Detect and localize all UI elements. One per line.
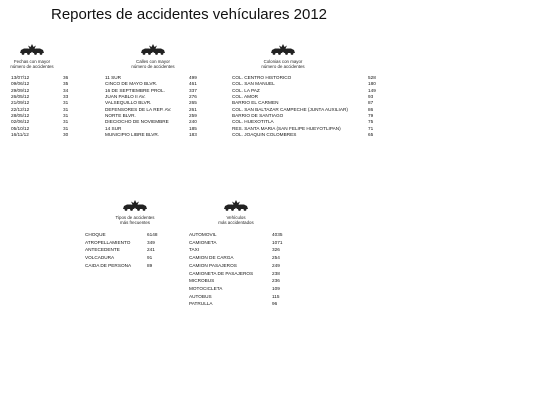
fechas-header-line1: Fechas con mayor: [13, 59, 51, 64]
calles-count: 276: [189, 94, 197, 100]
vehiculos-label: TAXI: [189, 247, 200, 253]
colonias-count: 65: [368, 132, 374, 138]
colonias-label: COL. LA PAZ: [232, 87, 260, 93]
colonias-label: RES. SANTA MARIA (SAN FELIPE HUEYOTLIPAN): [232, 125, 341, 131]
tipos-label: CHOQUE: [85, 232, 106, 237]
calles-label: DIECIOCHO DE NOVIEMBRE: [105, 119, 169, 125]
tipos-count: 241: [147, 247, 155, 253]
tipos-label: VOLCADURA: [85, 255, 115, 261]
vehiculos-count: 254: [272, 255, 280, 261]
vehiculos-count: 115: [272, 293, 280, 299]
calles-count: 461: [189, 81, 197, 87]
fechas-label: 16/11/12: [11, 132, 29, 138]
fechas-label: 05/10/12: [11, 125, 30, 131]
colonias-label: BARRIO DE SANTIAGO: [232, 113, 284, 119]
tipos-header-line2: más frecuentes: [119, 220, 151, 226]
vehiculos-label: CAMION DE CARGA: [189, 255, 234, 261]
calles-label: VALSEQUILLO BLVR.: [105, 100, 152, 106]
vehiculos-count: 249: [272, 262, 280, 268]
vehiculos-label: CAMION PASAJEROS: [189, 262, 237, 268]
calles-count: 337: [189, 87, 197, 93]
car-crash-icon: [223, 200, 249, 212]
colonias-count: 93: [368, 94, 374, 100]
vehiculos-label: CAMIONETA: [189, 239, 217, 245]
colonias-count: 149: [368, 87, 376, 93]
calles-label: JUAN PABLO II AV.: [105, 94, 146, 100]
vehiculos-header-line2: más accidentados: [218, 220, 254, 226]
fechas-label: 28/05/12: [11, 113, 30, 119]
fechas-label: 09/06/12: [11, 81, 30, 87]
colonias-label: COL. JOAQUIN COLOMBRES: [232, 132, 297, 138]
vehiculos-label: MICROBUS: [189, 278, 215, 284]
car-crash-icon: [270, 44, 296, 56]
vehiculos-count: 236: [272, 278, 280, 284]
fechas-label: 29/09/12: [11, 87, 30, 93]
tipos-count: 6148: [147, 232, 158, 237]
colonias-header: [258, 44, 308, 70]
fechas-count: 31: [63, 106, 69, 112]
fechas-count: 34: [63, 87, 69, 93]
calles-count: 185: [189, 125, 197, 131]
calles-label: CINCO DE MAYO BLVR.: [105, 81, 158, 87]
tipos-count: 349: [147, 239, 155, 245]
fechas-label: 22/12/12: [11, 106, 30, 112]
fechas-label: 13/07/12: [11, 75, 30, 80]
vehiculos-header-line1: Vehículos: [226, 215, 246, 220]
calles-count: 499: [189, 75, 197, 80]
calles-label: NORTE BLVR.: [105, 113, 136, 119]
vehiculos-label: MOTOCICLETA: [189, 285, 223, 291]
vehiculos-count: 96: [272, 301, 278, 307]
colonias-label: COL. HUEXOTITLA: [232, 119, 274, 125]
calles-header-line2: número de accidentes: [131, 64, 175, 70]
vehiculos-count: 4035: [272, 232, 283, 237]
colonias-count: 180: [368, 81, 376, 87]
colonias-label: BARRIO EL CARMEN: [232, 100, 279, 106]
calles-count: 261: [189, 106, 197, 112]
fechas-label: 21/09/12: [11, 100, 30, 106]
fechas-count: 31: [63, 100, 69, 106]
calles-count: 240: [189, 119, 197, 125]
vehiculos-count: 109: [272, 285, 280, 291]
vehiculos-label: PATRULLA: [189, 301, 213, 307]
calles-header-line1: Calles con mayor: [136, 59, 170, 64]
fechas-header-line2: número de accidentes: [10, 64, 54, 70]
tipos-label: ATROPELLAMIENTO: [85, 239, 131, 245]
calles-label: MUNICIPIO LIBRE BLVR.: [105, 132, 160, 138]
calles-label: DEFENSORES DE LA REP. AV.: [105, 106, 172, 112]
vehiculos-count: 326: [272, 247, 280, 253]
calles-count: 183: [189, 132, 197, 138]
fechas-label: 02/06/12: [11, 119, 30, 125]
colonias-count: 79: [368, 113, 374, 119]
calles-count: 259: [189, 113, 197, 119]
fechas-count: 36: [63, 75, 69, 80]
car-crash-icon: [122, 200, 148, 212]
colonias-count: 87: [368, 100, 374, 106]
vehiculos-label: AUTOBUS: [189, 293, 212, 299]
vehiculos-count: 1071: [272, 239, 283, 245]
vehiculos-label: CAMIONETA DE PASAJEROS: [189, 270, 254, 276]
fechas-count: 31: [63, 125, 69, 131]
colonias-count: 75: [368, 119, 374, 125]
tipos-header-line1: Tipos de accidentes: [115, 215, 155, 220]
fechas-label: 26/05/12: [11, 94, 30, 100]
tipos-count: 89: [147, 262, 153, 268]
colonias-label: COL. SAN BALTAZAR CAMPECHE (JUNTA AUXILIAR): [232, 106, 348, 112]
calles-label: 16 DE SEPTIEMBRE PROL.: [105, 87, 165, 93]
vehiculos-label: AUTOMOVIL: [189, 232, 217, 237]
vehiculos-header: [214, 200, 258, 226]
calles-label: 11 SUR: [105, 75, 122, 80]
tipos-count: 91: [147, 255, 153, 261]
fechas-count: 30: [63, 132, 69, 138]
page-title: Reportes de accidentes vehículares 2012: [51, 6, 328, 23]
fechas-count: 31: [63, 119, 69, 125]
car-crash-icon: [140, 44, 166, 56]
fechas-count: 31: [63, 113, 69, 119]
tipos-label: CAIDA DE PERSONA: [85, 262, 132, 268]
colonias-label: COL. SAN MANUEL: [232, 81, 275, 87]
vehiculos-count: 238: [272, 270, 280, 276]
fechas-count: 35: [63, 81, 69, 87]
colonias-label: COL. CENTRO HISTORICO: [232, 75, 292, 80]
calles-header: [128, 44, 178, 70]
colonias-header-line1: Colonias con mayor: [263, 59, 303, 64]
fechas-count: 33: [63, 94, 69, 100]
calles-count: 265: [189, 100, 197, 106]
colonias-count: 71: [368, 125, 374, 131]
calles-label: 14 SUR: [105, 125, 122, 131]
fechas-header: [10, 44, 54, 70]
colonias-count: 528: [368, 75, 376, 80]
car-crash-icon: [19, 44, 45, 56]
colonias-count: 86: [368, 106, 374, 112]
tipos-label: ANTECEDENTE: [85, 247, 120, 253]
colonias-header-line2: número de accidentes: [261, 64, 305, 70]
tipos-header: [113, 200, 157, 226]
colonias-label: COL. AMOR: [232, 94, 259, 100]
